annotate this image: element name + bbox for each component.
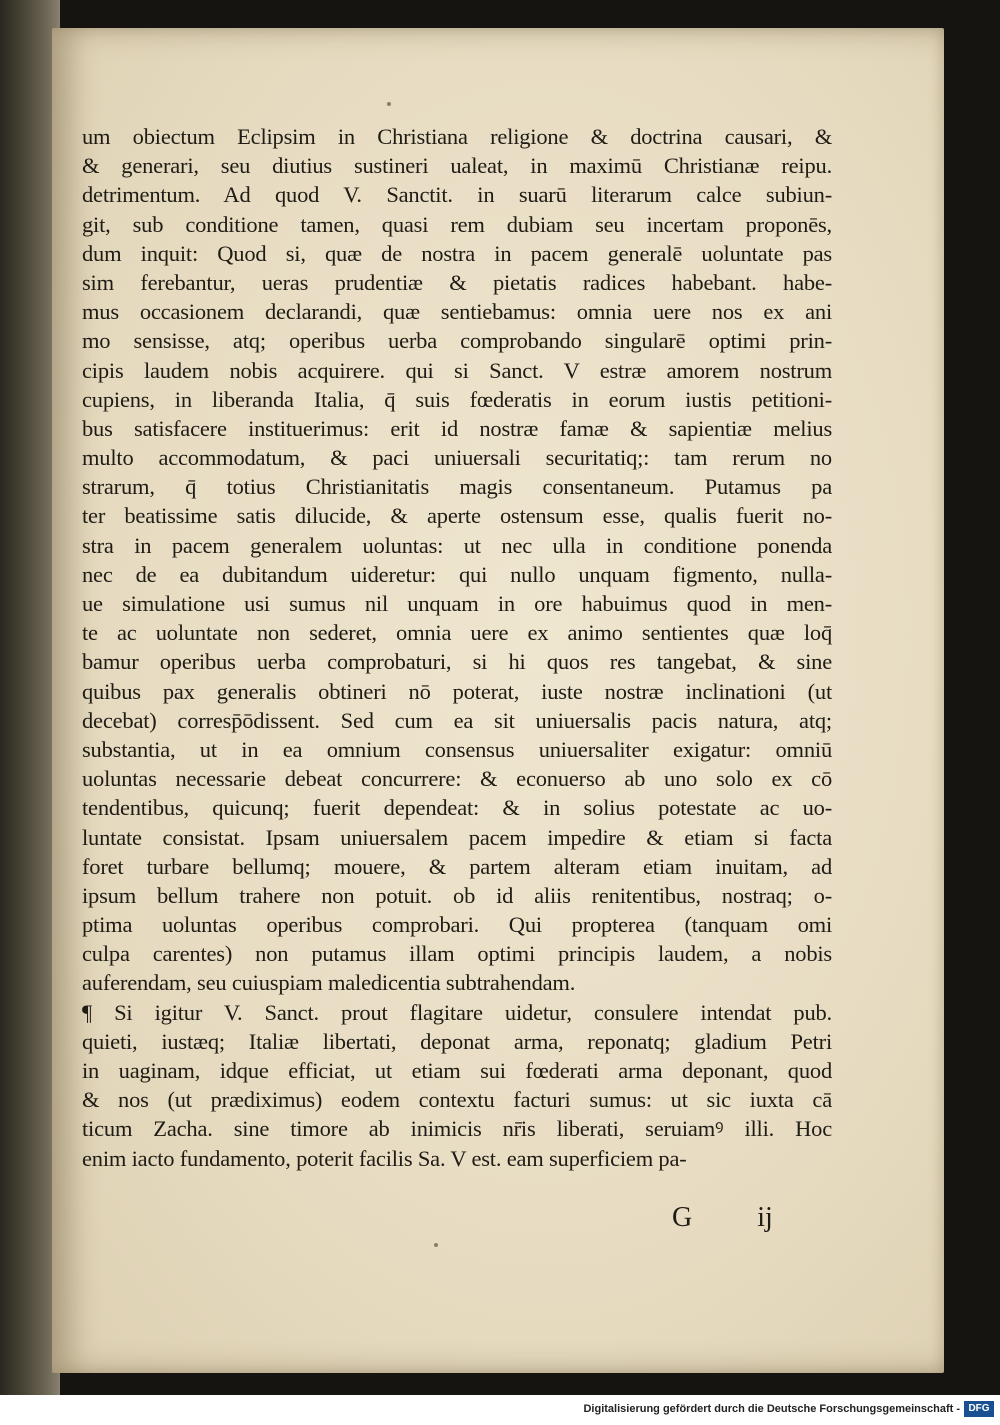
- text-line: ue simulatione usi sumus nil unquam in ore habuimus quod in men-: [82, 591, 832, 616]
- dfg-logo: DFG: [964, 1401, 994, 1417]
- text-line: te ac uoluntate non sederet, omnia uere ex animo sentientes quæ loq̄: [82, 620, 832, 646]
- text-line: ptima uoluntas operibus comprobari. Qui propterea (tanquam omi: [82, 912, 832, 938]
- text-line: culpa carentes) non putamus illam optimi principis laudem, a nobis: [82, 941, 832, 967]
- text-line: bamur operibus uerba comprobaturi, si hi quos res tangebat, & sine: [82, 649, 832, 675]
- text-line: quieti, iustæq; Italiæ libertati, deponat arma, reponatq; gladium Petri: [82, 1028, 832, 1054]
- page-text-block: [82, 122, 832, 1173]
- text-line: mus occasionem declarandi, quæ sentiebamus: omnia uere nos ex ani: [82, 299, 832, 325]
- text-line: luntate consistat. Ipsam uniuersalem pacem impedire & etiam si facta: [82, 824, 832, 850]
- text-line: mo sensisse, atq; operibus uerba comprobando singularē optimi prin-: [82, 328, 832, 354]
- text-line: ter beatissime satis dilucide, & aperte ostensum esse, qualis fuerit no-: [82, 503, 832, 529]
- text-line: in uaginam, idque efficiat, ut etiam sui fœderati arma deponant, quod: [82, 1058, 832, 1083]
- signature-number: ij: [757, 1202, 773, 1233]
- text-line: decebat) corresp̄ōdissent. Sed cum ea sit uniuersalis pacis natura, atq;: [82, 707, 832, 733]
- text-line: uoluntas necessarie debeat concurrere: & econuerso ab uno solo ex cō: [82, 766, 832, 792]
- text-line: nec de ea dubitandum uideretur: qui nullo unquam figmento, nulla-: [82, 561, 832, 587]
- text-line: cipis laudem nobis acquirere. qui si Sanct. V estræ amorem nostrum: [82, 357, 832, 383]
- text-line: enim iacto fundamento, poterit facilis Sa. V est. eam superficiem pa-: [82, 1145, 687, 1171]
- ink-speck: [387, 102, 391, 106]
- text-line: & nos (ut prædiximus) eodem contextu facturi sumus: ut sic iuxta cā: [82, 1087, 832, 1113]
- text-line: dum inquit: Quod si, quæ de nostra in pacem generalē uoluntate pas: [82, 240, 832, 266]
- text-line: ticum Zacha. sine timore ab inimicis nr̄is liberati, seruiamꝰ illi. Hoc: [82, 1116, 832, 1142]
- ink-speck: [434, 1243, 438, 1247]
- text-line: substantia, ut in ea omnium consensus uniuersaliter exigatur: omniū: [82, 736, 832, 762]
- book-spine: [0, 0, 60, 1395]
- text-line: git, sub conditione tamen, quasi rem dubiam seu incertam proponēs,: [82, 211, 832, 237]
- signature-mark: [672, 1202, 773, 1234]
- text-line: cupiens, in liberanda Italia, q̄ suis fœderatis in eorum iustis petitioni-: [82, 386, 832, 412]
- text-line: detrimentum. Ad quod V. Sanctit. in suarū literarum calce subiun-: [82, 182, 832, 208]
- text-line: ipsum bellum trahere non potuit. ob id aliis renitentibus, nostraq; o-: [82, 882, 832, 908]
- text-line: stra in pacem generalem uoluntas: ut nec ulla in conditione ponenda: [82, 532, 832, 558]
- text-line: ¶ Si igitur V. Sanct. prout flagitare uidetur, consulere intendat pub.: [82, 999, 832, 1025]
- footer-bar: [0, 1395, 1000, 1425]
- text-line: auferendam, seu cuiuspiam maledicentia subtrahendam.: [82, 970, 576, 996]
- text-line: strarum, q̄ totius Christianitatis magis consentaneum. Putamus pa: [82, 474, 832, 500]
- text-line: sim ferebantur, ueras prudentiæ & pietatis radices habebant. habe-: [82, 269, 832, 295]
- text-line: multo accommodatum, & paci uniuersali securitatiq;: tam rerum no: [82, 445, 832, 471]
- signature-letter: G: [672, 1202, 693, 1233]
- text-line: & generari, seu diutius sustineri ualeat, in maximū Christianæ reipu.: [82, 153, 832, 179]
- text-line: um obiectum Eclipsim in Christiana religione & doctrina causari, &: [82, 124, 832, 149]
- text-line: tendentibus, quicunq; fuerit dependeat: & in solius potestate ac uo-: [82, 795, 832, 821]
- funding-notice: Digitalisierung gefördert durch die Deutsche Forschungsgemeinschaft -: [583, 1403, 960, 1415]
- text-line: bus satisfacere instituerimus: erit id nostræ famæ & sapientiæ melius: [82, 415, 832, 441]
- text-line: foret turbare bellumq; mouere, & partem alteram etiam inuitam, ad: [82, 853, 832, 879]
- text-line: quibus pax generalis obtineri nō poterat, iuste nostræ inclinationi (ut: [82, 678, 832, 704]
